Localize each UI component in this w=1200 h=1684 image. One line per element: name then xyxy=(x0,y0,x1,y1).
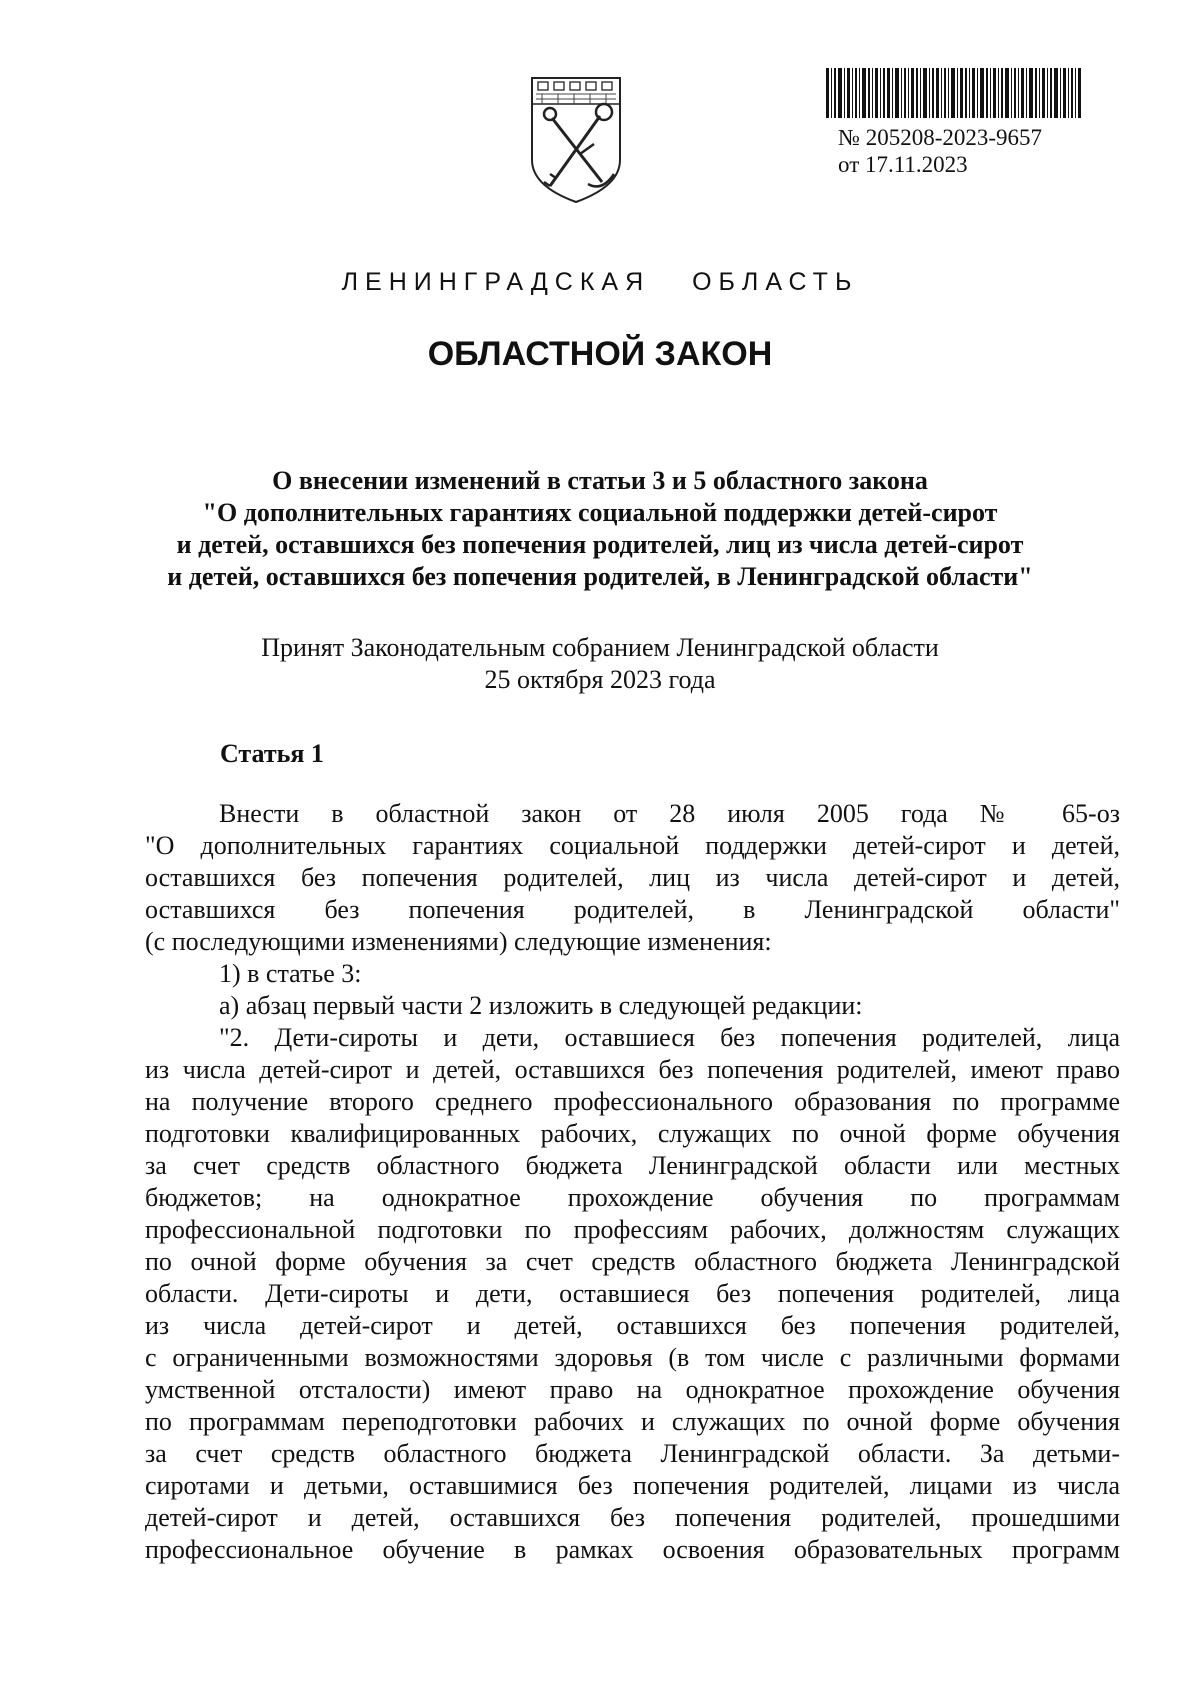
body-line: 1) в статье 3: xyxy=(219,959,362,988)
article-heading: Статья 1 xyxy=(220,739,324,768)
body-line: сиротами и детьми, оставшимися без попечения родителей, лицами из числа xyxy=(145,1471,1120,1500)
law-title-line: О внесении изменений в статьи 3 и 5 областного закона xyxy=(272,466,928,495)
body-line: за счет средств областного бюджета Ленинградской области. За детьми- xyxy=(145,1439,1120,1468)
law-title-line: и детей, оставшихся без попечения родителей, лиц из числа детей-сирот xyxy=(176,530,1024,559)
registration-date: от 17.11.2023 xyxy=(838,152,968,177)
barcode-icon xyxy=(826,68,1083,118)
registration-info xyxy=(838,124,1042,178)
adoption-statement xyxy=(0,632,1200,696)
body-line: по программам переподготовки рабочих и служащих по очной форме обучения xyxy=(145,1407,1120,1436)
adoption-date: 25 октября 2023 года xyxy=(484,665,716,694)
body-line: на получение второго среднего профессионального образования по программе xyxy=(145,1087,1120,1116)
body-line: области. Дети-сироты и дети, оставшиеся без попечения родителей, лица xyxy=(145,1279,1120,1308)
article-body xyxy=(145,798,1120,1566)
body-line: с ограниченными возможностями здоровья (в том числе с различными формами xyxy=(145,1343,1120,1372)
body-line: из числа детей-сирот и детей, оставшихся без попечения родителей, имеют право xyxy=(145,1055,1120,1084)
body-line: умственной отсталости) имеют право на однократное прохождение обучения xyxy=(145,1375,1120,1404)
law-title-line: и детей, оставшихся без попечения родителей, в Ленинградской области" xyxy=(167,562,1033,591)
body-line: из числа детей-сирот и детей, оставшихся без попечения родителей, xyxy=(145,1311,1120,1340)
body-line: подготовки квалифицированных рабочих, служащих по очной форме обучения xyxy=(145,1119,1120,1148)
body-line: по очной форме обучения за счет средств областного бюджета Ленинградской xyxy=(145,1247,1120,1276)
adoption-line: Принят Законодательным собранием Ленинградской области xyxy=(261,633,939,662)
registration-number: № 205208-2023-9657 xyxy=(838,125,1043,150)
coat-of-arms-icon xyxy=(528,74,624,206)
law-title-line: "О дополнительных гарантиях социальной поддержки детей-сирот xyxy=(202,498,998,527)
body-line: а) абзац первый части 2 изложить в следующей редакции: xyxy=(219,991,863,1020)
body-line: профессиональной подготовки по профессиям рабочих, должностям служащих xyxy=(145,1215,1120,1244)
body-line: детей-сирот и детей, оставшихся без попечения родителей, прошедшими xyxy=(145,1503,1120,1532)
body-line: (с последующими изменениями) следующие изменения: xyxy=(145,927,772,956)
body-line: Внести в областной закон от 28 июля 2005 года № 65-оз xyxy=(219,799,1120,828)
body-line: профессиональное обучение в рамках освоения образовательных программ xyxy=(145,1535,1120,1564)
region-heading: ЛЕНИНГРАДСКАЯ ОБЛАСТЬ xyxy=(341,268,859,296)
body-line: за счет средств областного бюджета Ленинградской области или местных xyxy=(145,1151,1120,1180)
body-line: "2. Дети-сироты и дети, оставшиеся без попечения родителей, лица xyxy=(219,1023,1120,1052)
body-line: оставшихся без попечения родителей, лиц из числа детей-сирот и детей, xyxy=(145,863,1120,892)
law-title xyxy=(0,465,1200,593)
body-line: бюджетов; на однократное прохождение обучения по программам xyxy=(145,1183,1120,1212)
document-type-heading: ОБЛАСТНОЙ ЗАКОН xyxy=(427,335,773,373)
body-line: "О дополнительных гарантиях социальной поддержки детей-сирот и детей, xyxy=(145,831,1120,860)
body-line: оставшихся без попечения родителей, в Ленинградской области" xyxy=(145,895,1120,924)
